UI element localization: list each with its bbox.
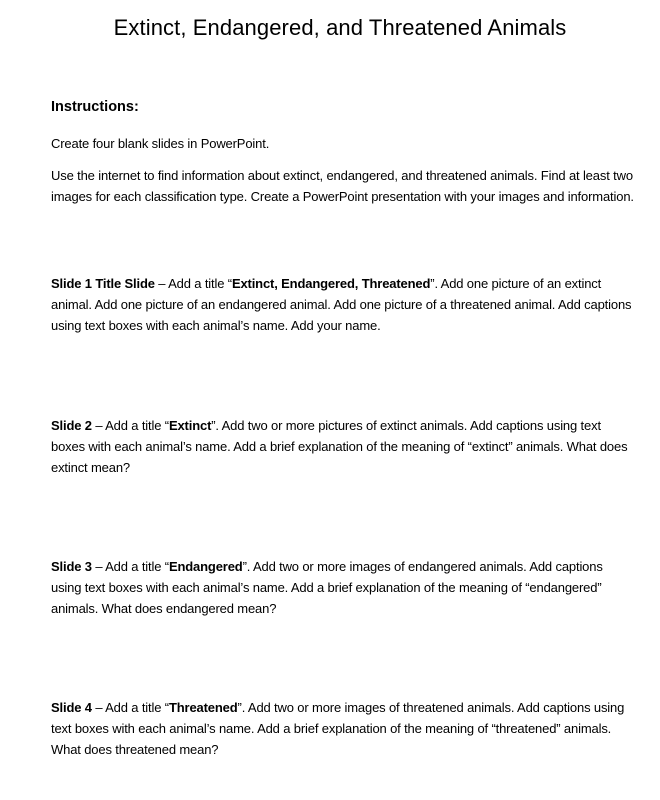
slide-3-instructions <box>51 556 636 619</box>
slide-1-title-word: Extinct, Endangered, Threatened <box>231 276 431 291</box>
slide-4-title-word: Threatened <box>168 700 238 715</box>
slide-3-body: ”. Add two or more images of endangered animals. Add captions using text boxes with each animal’s name. Add a brief explanation of the meaning of “endangered” animals. What does endangered mean? <box>51 559 603 616</box>
slide-3-label: Slide 3 <box>51 559 92 574</box>
slide-4-instructions <box>51 697 636 760</box>
slide-4-body: ”. Add two or more images of threatened animals. Add captions using text boxes with each animal’s name. Add a brief explanation of the meaning of “threatened” animals. What does threatened mean? <box>51 700 625 757</box>
slide-2-intro: – Add a title “ <box>91 418 169 433</box>
slide-2-label: Slide 2 <box>51 418 92 433</box>
slide-3-title-word: Endangered <box>168 559 243 574</box>
slide-2-title-word: Extinct <box>168 418 212 433</box>
slide-4-intro: – Add a title “ <box>91 700 169 715</box>
slide-1-body: ”. Add one picture of an extinct animal. Add one picture of an endangered animal. Add one picture of a threatened animal. Add captions using text boxes with each animal’s name. Add your name. <box>51 276 632 333</box>
slide-2-body: ”. Add two or more pictures of extinct animals. Add captions using text boxes with each animal’s name. Add a brief explanation of the meaning of “extinct” animals. What does extinct mean? <box>51 418 628 475</box>
slide-1-label: Slide 1 Title Slide <box>51 276 155 291</box>
slide-2-instructions <box>51 415 636 478</box>
slide-4-label: Slide 4 <box>51 700 92 715</box>
instruction-paragraph-2: Use the internet to find information about extinct, endangered, and threatened animals. Find at least two images for each classification type. Create a PowerPoint presentation with your images and information. <box>51 168 634 204</box>
instructions-heading: Instructions: <box>51 99 139 115</box>
slide-1-intro: – Add a title “ <box>154 276 232 291</box>
slide-1-instructions <box>51 273 636 336</box>
slide-3-intro: – Add a title “ <box>91 559 169 574</box>
document-title: Extinct, Endangered, and Threatened Animals <box>113 15 567 40</box>
instruction-paragraph-1: Create four blank slides in PowerPoint. <box>51 136 270 151</box>
